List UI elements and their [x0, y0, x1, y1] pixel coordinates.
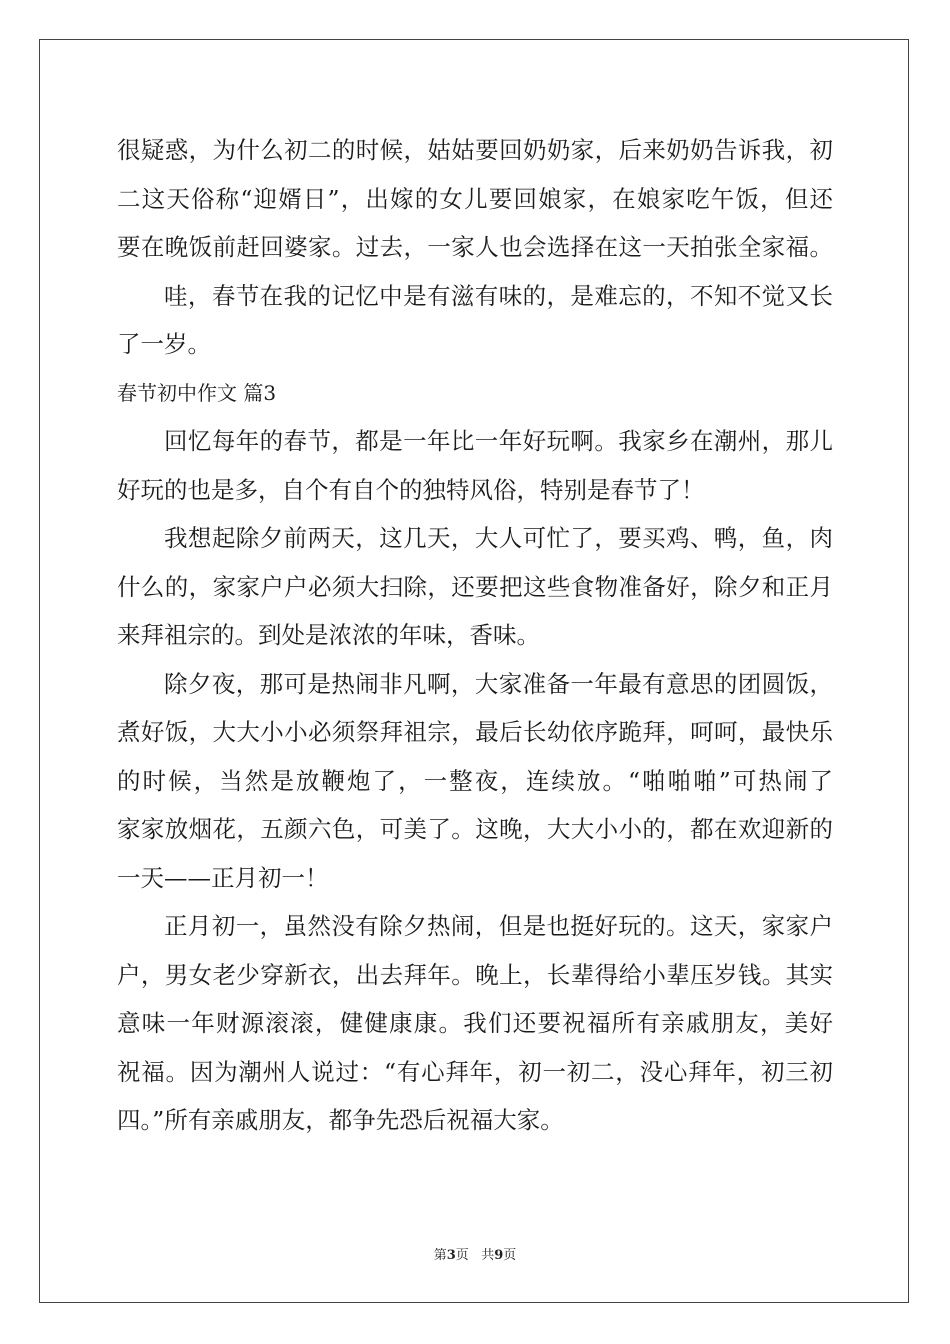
text-line: 来拜祖宗的。到处是浓浓的年味，香味。 [117, 621, 540, 649]
text-line: 的时候，当然是放鞭炮了，一整夜，连续放。“啪啪啪”可热闹了 [117, 766, 833, 795]
footer-total-suffix: 页 [503, 1248, 517, 1263]
text-line: 煮好饭，大大小小必须祭拜祖宗，最后长幼依序跪拜，呵呵，最快乐 [117, 718, 833, 746]
text-line: 户，男女老少穿新衣，出去拜年。晚上，长辈得给小辈压岁钱。其实 [117, 960, 833, 989]
footer-page-number: 3 [446, 1248, 456, 1263]
text-line: 除夕夜，那可是热闹非凡啊，大家准备一年最有意思的团圆饭， [164, 669, 833, 698]
text-line: 一天——正月初一！ [117, 863, 329, 892]
footer-total-pages: 9 [494, 1248, 504, 1263]
text-line: 回忆每年的春节，都是一年比一年好玩啊。我家乡在潮州，那儿 [164, 427, 833, 455]
footer-page-prefix: 第 [433, 1248, 447, 1263]
text-line: 好玩的也是多，自个有自个的独特风俗，特别是春节了！ [117, 475, 705, 504]
text-line: 意味一年财源滚滚，健健康康。我们还要祝福所有亲戚朋友，美好 [117, 1009, 833, 1037]
text-line: 我想起除夕前两天，这几天，大人可忙了，要买鸡、鸭，鱼，肉 [164, 524, 833, 552]
text-line: 了一岁。 [117, 330, 211, 358]
text-line: 家家放烟花，五颜六色，可美了。这晚，大大小小的，都在欢迎新的 [117, 815, 833, 843]
text-line: 要在晚饭前赶回婆家。过去，一家人也会选择在这一天拍张全家福。 [117, 233, 833, 261]
text-line: 正月初一，虽然没有除夕热闹，但是也挺好玩的。这天，家家户 [164, 912, 833, 940]
page-footer [0, 1244, 950, 1263]
text-line: 很疑惑，为什么初二的时候，姑姑要回奶奶家，后来奶奶告诉我，初 [117, 136, 833, 164]
text-line: 四。”所有亲戚朋友，都争先恐后祝福大家。 [117, 1106, 564, 1134]
document-body [117, 126, 833, 1145]
text-line: 什么的，家家户户必须大扫除，还要把这些食物准备好，除夕和正月 [117, 572, 833, 601]
section-heading: 春节初中作文 篇3 [117, 380, 277, 405]
text-line: 二这天俗称“迎婿日”，出嫁的女儿要回娘家，在娘家吃午饭，但还 [117, 184, 833, 213]
footer-total-prefix: 共 [481, 1248, 495, 1263]
text-line: 哇，春节在我的记忆中是有滋有味的，是难忘的，不知不觉又长 [164, 281, 833, 310]
text-line: 祝福。因为潮州人说过：“有心拜年，初一初二，没心拜年，初三初 [117, 1057, 833, 1086]
footer-page-suffix: 页 [455, 1248, 469, 1263]
